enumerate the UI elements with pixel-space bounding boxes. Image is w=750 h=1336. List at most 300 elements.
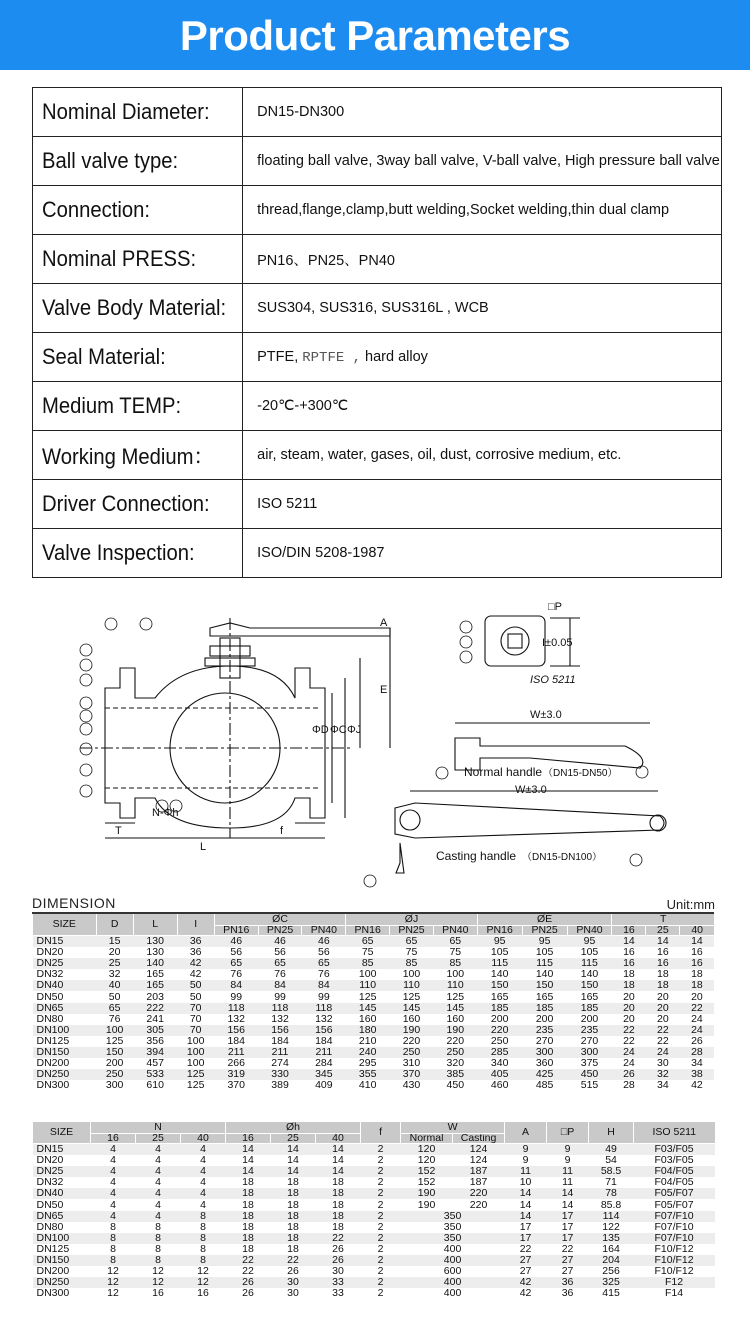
size-cell: DN150 (33, 1255, 91, 1266)
table-cell: 350 (401, 1211, 505, 1222)
table-cell: 241 (133, 1014, 177, 1025)
table-cell: 18 (612, 969, 646, 980)
table-cell: 30 (271, 1277, 316, 1288)
table-cell: 125 (433, 991, 477, 1002)
table-cell: 54 (589, 1155, 634, 1166)
dimension-title: DIMENSION (32, 895, 116, 911)
size-cell: DN125 (33, 1244, 91, 1255)
table-cell: 17 (505, 1222, 547, 1233)
table-cell: 8 (91, 1222, 136, 1233)
table-cell: 18 (226, 1244, 271, 1255)
dimension.table1-subheader: PN25 (258, 926, 302, 936)
table-cell: 457 (133, 1058, 177, 1069)
table-cell: 310 (390, 1058, 434, 1069)
table-row (33, 1277, 715, 1288)
table-cell: 33 (316, 1288, 361, 1299)
table-cell: 235 (522, 1025, 567, 1036)
table-cell: 42 (177, 969, 214, 980)
table-cell: 22 (547, 1244, 589, 1255)
table-cell: 18 (680, 969, 714, 980)
table-cell: 76 (302, 969, 346, 980)
table-cell: 65 (214, 958, 258, 969)
table-cell: 84 (302, 980, 346, 991)
size-cell: DN65 (33, 1211, 91, 1222)
table-cell: 20 (646, 1014, 680, 1025)
table-cell: 26 (316, 1244, 361, 1255)
size-cell: DN125 (33, 1036, 97, 1047)
table-cell: 2 (361, 1233, 401, 1244)
table-cell: 124 (453, 1144, 505, 1156)
callout-flange-1 (460, 621, 472, 633)
table-cell: 24 (646, 1047, 680, 1058)
col-I: I (177, 914, 214, 936)
col-L: L (133, 914, 177, 936)
table-cell: 14 (505, 1188, 547, 1199)
table-cell: 130 (133, 947, 177, 958)
dimension.table2-subheader: Casting (453, 1134, 505, 1144)
dimension.table1-subheader: PN40 (567, 926, 612, 936)
table-cell: 115 (477, 958, 522, 969)
table-cell: 18 (316, 1222, 361, 1233)
table-cell: 400 (401, 1255, 505, 1266)
table-cell: 2 (361, 1188, 401, 1199)
table-cell: 22 (680, 1003, 714, 1014)
table-cell: 405 (477, 1069, 522, 1080)
table-cell: 18 (646, 969, 680, 980)
table-cell: 450 (567, 1069, 612, 1080)
table-cell: 100 (346, 969, 390, 980)
table-cell: 190 (433, 1025, 477, 1036)
table-cell: 4 (181, 1166, 226, 1177)
table-cell: 14 (646, 936, 680, 948)
table-cell: 184 (214, 1036, 258, 1047)
table-row (33, 1003, 715, 1014)
table-cell: 220 (477, 1025, 522, 1036)
table-cell: 26 (316, 1255, 361, 1266)
callout-7 (80, 723, 92, 735)
table-row (33, 1222, 715, 1233)
table-cell: 610 (133, 1080, 177, 1091)
param-row (33, 186, 722, 235)
table-cell: 105 (522, 947, 567, 958)
table-cell: 56 (214, 947, 258, 958)
table-cell: 76 (96, 1014, 133, 1025)
table-cell: 36 (177, 947, 214, 958)
table-cell: 285 (477, 1047, 522, 1058)
table-cell: 18 (271, 1244, 316, 1255)
size-cell: DN200 (33, 1266, 91, 1277)
table-cell: 8 (181, 1233, 226, 1244)
callout-3 (80, 785, 92, 797)
table-cell: 200 (96, 1058, 133, 1069)
table-cell: 56 (302, 947, 346, 958)
size-cell: DN50 (33, 991, 97, 1002)
table-cell: 100 (177, 1036, 214, 1047)
table-cell: 24 (680, 1025, 714, 1036)
col-phih: Øh (226, 1122, 361, 1134)
table-cell: 22 (612, 1036, 646, 1047)
table-cell: 430 (390, 1080, 434, 1091)
table-cell: 4 (91, 1177, 136, 1188)
table-cell: 150 (96, 1047, 133, 1058)
table-row (33, 1036, 715, 1047)
table-cell: 10 (505, 1177, 547, 1188)
param-value: air, steam, water, gases, oil, dust, corrosive medium, etc. (243, 431, 722, 480)
dim-A: A (380, 617, 388, 629)
dim-P: □P (548, 601, 562, 613)
table-cell: 17 (547, 1211, 589, 1222)
table-cell: 485 (522, 1080, 567, 1091)
table-cell: 9 (505, 1155, 547, 1166)
table-cell: 42 (505, 1277, 547, 1288)
dim-I: I±0.05 (542, 637, 573, 649)
table-cell: 12 (181, 1277, 226, 1288)
table-cell: 95 (477, 936, 522, 948)
valve-body-outline (105, 666, 325, 828)
table-cell: 4 (181, 1144, 226, 1156)
table-cell: 2 (361, 1288, 401, 1299)
table-cell: F10/F12 (634, 1244, 715, 1255)
table-cell: 345 (302, 1069, 346, 1080)
dim-phiC: ΦC (330, 724, 347, 736)
table-cell: 165 (133, 969, 177, 980)
table-cell: 240 (346, 1047, 390, 1058)
dimension.table1-subheader: PN25 (390, 926, 434, 936)
dimension.table2-subheader: 16 (91, 1134, 136, 1144)
table-cell: 46 (214, 936, 258, 948)
table-cell: 70 (177, 1025, 214, 1036)
dim-W2: W±3.0 (515, 784, 547, 796)
table-cell: 600 (401, 1266, 505, 1277)
param-label: Driver Connection: (33, 480, 243, 529)
table-cell: 14 (316, 1144, 361, 1156)
col-T: T (612, 914, 714, 926)
table-cell: 165 (522, 991, 567, 1002)
size-cell: DN250 (33, 1069, 97, 1080)
size-cell: DN25 (33, 958, 97, 969)
table-cell: 12 (91, 1277, 136, 1288)
table-cell: 8 (91, 1233, 136, 1244)
table-cell: 356 (133, 1036, 177, 1047)
table-cell: 100 (390, 969, 434, 980)
table-cell: 12 (91, 1266, 136, 1277)
table-cell: 32 (646, 1069, 680, 1080)
dimension.table1-subheader: PN40 (302, 926, 346, 936)
table-cell: 24 (612, 1047, 646, 1058)
table-row (33, 1047, 715, 1058)
table-cell: 156 (302, 1025, 346, 1036)
table-cell: 14 (547, 1199, 589, 1210)
dimension.table2-subheader: 40 (316, 1134, 361, 1144)
table-cell: 18 (316, 1188, 361, 1199)
callout-14 (140, 618, 152, 630)
table-cell: 220 (453, 1199, 505, 1210)
table-cell: 340 (477, 1058, 522, 1069)
table-cell: 2 (361, 1166, 401, 1177)
param-row (33, 137, 722, 186)
param-value: PN16、PN25、PN40 (243, 235, 722, 284)
size-cell: DN250 (33, 1277, 91, 1288)
table-row (33, 1166, 715, 1177)
table-cell: 65 (96, 1003, 133, 1014)
col-size: SIZE (33, 1122, 91, 1144)
table-cell: 16 (680, 947, 714, 958)
table-cell: 34 (680, 1058, 714, 1069)
table-cell: 250 (390, 1047, 434, 1058)
table-cell: 46 (302, 936, 346, 948)
table-cell: 150 (477, 980, 522, 991)
table-cell: 18 (316, 1199, 361, 1210)
table-cell: 18 (271, 1222, 316, 1233)
table-cell: 14 (316, 1155, 361, 1166)
table-cell: 16 (612, 958, 646, 969)
dimension.table1-subheader: 40 (680, 926, 714, 936)
table-cell: 389 (258, 1080, 302, 1091)
table-cell: 36 (547, 1277, 589, 1288)
table-cell: 185 (567, 1003, 612, 1014)
dim-phiJ: ΦJ (347, 724, 362, 736)
col-W: W (401, 1122, 505, 1134)
size-cell: DN32 (33, 969, 97, 980)
table-cell: 50 (96, 991, 133, 1002)
table-cell: 187 (453, 1177, 505, 1188)
size-cell: DN20 (33, 947, 97, 958)
table-cell: 160 (433, 1014, 477, 1025)
table-cell: 266 (214, 1058, 258, 1069)
table-cell: 165 (567, 991, 612, 1002)
table-cell: 8 (181, 1222, 226, 1233)
dimension.table2-subheader: 40 (181, 1134, 226, 1144)
dim-phiD: ΦD (312, 724, 329, 736)
table-row (33, 1014, 715, 1025)
table-cell: 38 (680, 1069, 714, 1080)
unit-label: Unit:mm (666, 897, 715, 912)
table-cell: F10/F12 (634, 1266, 715, 1277)
table-cell: 8 (181, 1244, 226, 1255)
header-banner (0, 0, 750, 70)
callout-9 (80, 697, 92, 709)
table-cell: 14 (271, 1144, 316, 1156)
table-cell: 9 (547, 1155, 589, 1166)
col-size: SIZE (33, 914, 97, 936)
table-cell: 70 (177, 1003, 214, 1014)
table-cell: 18 (226, 1188, 271, 1199)
table-cell: 14 (612, 936, 646, 948)
table-cell: 132 (302, 1014, 346, 1025)
table-cell: 150 (567, 980, 612, 991)
table-cell: 270 (567, 1036, 612, 1047)
table-cell: 22 (612, 1025, 646, 1036)
table-cell: 2 (361, 1144, 401, 1156)
table-cell: 135 (589, 1233, 634, 1244)
table-cell: 533 (133, 1069, 177, 1080)
table-cell: 200 (522, 1014, 567, 1025)
table-cell: 100 (433, 969, 477, 980)
table-cell: 18 (271, 1233, 316, 1244)
casting-handle-label: Casting handle (436, 849, 517, 863)
table-cell: 132 (258, 1014, 302, 1025)
size-cell: DN300 (33, 1288, 91, 1299)
table-cell: 11 (505, 1166, 547, 1177)
col-iso5211: ISO 5211 (634, 1122, 715, 1144)
table-cell: 40 (96, 980, 133, 991)
table-cell: 12 (181, 1266, 226, 1277)
table-cell: 350 (401, 1222, 505, 1233)
table-cell: 2 (361, 1177, 401, 1188)
param-label: Working Medium： (33, 431, 243, 480)
table-cell: 26 (271, 1266, 316, 1277)
col-P: □P (547, 1122, 589, 1144)
valve-technical-drawing (60, 598, 740, 893)
table-cell: 220 (433, 1036, 477, 1047)
table-cell: 18 (271, 1211, 316, 1222)
table-cell: 18 (226, 1199, 271, 1210)
col-N: N (91, 1122, 226, 1134)
dim-f: f (280, 825, 284, 837)
table-cell: 180 (346, 1025, 390, 1036)
table-cell: 118 (258, 1003, 302, 1014)
table-row (33, 1244, 715, 1255)
table-cell: 105 (477, 947, 522, 958)
table-cell: 160 (390, 1014, 434, 1025)
table-cell: 22 (271, 1255, 316, 1266)
table-cell: 17 (547, 1233, 589, 1244)
table-cell: 160 (346, 1014, 390, 1025)
table-row (33, 991, 715, 1002)
param-label: Valve Inspection: (33, 529, 243, 578)
dim-L: L (200, 841, 207, 853)
table-cell: 4 (91, 1199, 136, 1210)
table-cell: 100 (177, 1047, 214, 1058)
param-label: Nominal Diameter: (33, 88, 243, 137)
table-cell: 16 (646, 947, 680, 958)
table-cell: 17 (547, 1222, 589, 1233)
table-cell: 14 (271, 1166, 316, 1177)
table-cell: 211 (214, 1047, 258, 1058)
table-cell: 8 (136, 1233, 181, 1244)
dimension.table2-subheader: 25 (271, 1134, 316, 1144)
dimension.table1-subheader: 16 (612, 926, 646, 936)
table-cell: 220 (390, 1036, 434, 1047)
col-phiC: ØC (214, 914, 345, 926)
table-cell: 50 (177, 991, 214, 1002)
table-cell: 370 (214, 1080, 258, 1091)
dim-Nphih: N-Φh (152, 807, 179, 819)
dimension.table1-subheader: 25 (646, 926, 680, 936)
table-cell: 120 (401, 1155, 453, 1166)
table-cell: 24 (680, 1014, 714, 1025)
table-cell: 27 (547, 1255, 589, 1266)
table-cell: 22 (316, 1233, 361, 1244)
table-cell: 256 (589, 1266, 634, 1277)
table-cell: 14 (226, 1166, 271, 1177)
table-cell: F07/F10 (634, 1211, 715, 1222)
callout-flange-3 (460, 651, 472, 663)
table-row (33, 936, 715, 948)
table-row (33, 1288, 715, 1299)
table-cell: 42 (177, 958, 214, 969)
normal-handle-range: （DN15-DN50） (543, 768, 618, 779)
param-value: PTFE, RPTFE , hard alloy (243, 333, 722, 382)
table-cell: 26 (226, 1288, 271, 1299)
table-cell: 12 (136, 1277, 181, 1288)
table-cell: 22 (646, 1025, 680, 1036)
table-cell: 16 (136, 1288, 181, 1299)
table-cell: 2 (361, 1255, 401, 1266)
table-cell: 15 (96, 936, 133, 948)
table-cell: 4 (136, 1177, 181, 1188)
table-row (33, 947, 715, 958)
table-cell: 27 (547, 1266, 589, 1277)
size-cell: DN100 (33, 1233, 91, 1244)
param-value: SUS304, SUS316, SUS316L , WCB (243, 284, 722, 333)
table-cell: 210 (346, 1036, 390, 1047)
table-cell: 26 (612, 1069, 646, 1080)
table-cell: 184 (258, 1036, 302, 1047)
table-cell: 9 (547, 1144, 589, 1156)
col-phiJ: ØJ (346, 914, 477, 926)
table-cell: 114 (589, 1211, 634, 1222)
param-label: Nominal PRESS: (33, 235, 243, 284)
size-cell: DN40 (33, 980, 97, 991)
table-cell: 2 (361, 1244, 401, 1255)
table-cell: 18 (316, 1177, 361, 1188)
table-cell: 75 (433, 947, 477, 958)
dimension.table2-subheader: 16 (226, 1134, 271, 1144)
table-cell: 2 (361, 1222, 401, 1233)
table-row (33, 1199, 715, 1210)
table-cell: 190 (401, 1188, 453, 1199)
table-row (33, 1255, 715, 1266)
table-cell: 118 (214, 1003, 258, 1014)
param-value: floating ball valve, 3way ball valve, V-ball valve, High pressure ball valve (243, 137, 722, 186)
table-cell: 115 (567, 958, 612, 969)
table-cell: 14 (226, 1144, 271, 1156)
table-cell: 8 (91, 1244, 136, 1255)
table-cell: 140 (567, 969, 612, 980)
table-cell: 100 (96, 1025, 133, 1036)
table-cell: 25 (96, 958, 133, 969)
table-cell: 156 (258, 1025, 302, 1036)
table-cell: 28 (612, 1080, 646, 1091)
dimension.table2-subheader: 25 (136, 1134, 181, 1144)
size-cell: DN25 (33, 1166, 91, 1177)
table-cell: F10/F12 (634, 1255, 715, 1266)
table-cell: 2 (361, 1211, 401, 1222)
table-cell: 145 (346, 1003, 390, 1014)
table-cell: 18 (271, 1177, 316, 1188)
table-cell: 152 (401, 1166, 453, 1177)
table-cell: 11 (547, 1166, 589, 1177)
table-cell: 22 (226, 1255, 271, 1266)
table-cell: F04/F05 (634, 1177, 715, 1188)
table-cell: 187 (453, 1166, 505, 1177)
table-cell: 85 (433, 958, 477, 969)
table-cell: 18 (271, 1188, 316, 1199)
table-cell: 4 (136, 1188, 181, 1199)
table-cell: 140 (522, 969, 567, 980)
table-cell: 394 (133, 1047, 177, 1058)
dimension.table1-subheader: PN40 (433, 926, 477, 936)
iso-label: ISO 5211 (530, 674, 576, 686)
col-A: A (505, 1122, 547, 1144)
dim-E: E (380, 684, 388, 696)
size-cell: DN50 (33, 1199, 91, 1210)
table-cell: 425 (522, 1069, 567, 1080)
table-cell: 125 (96, 1036, 133, 1047)
table-row (33, 1155, 715, 1166)
table-cell: 110 (433, 980, 477, 991)
